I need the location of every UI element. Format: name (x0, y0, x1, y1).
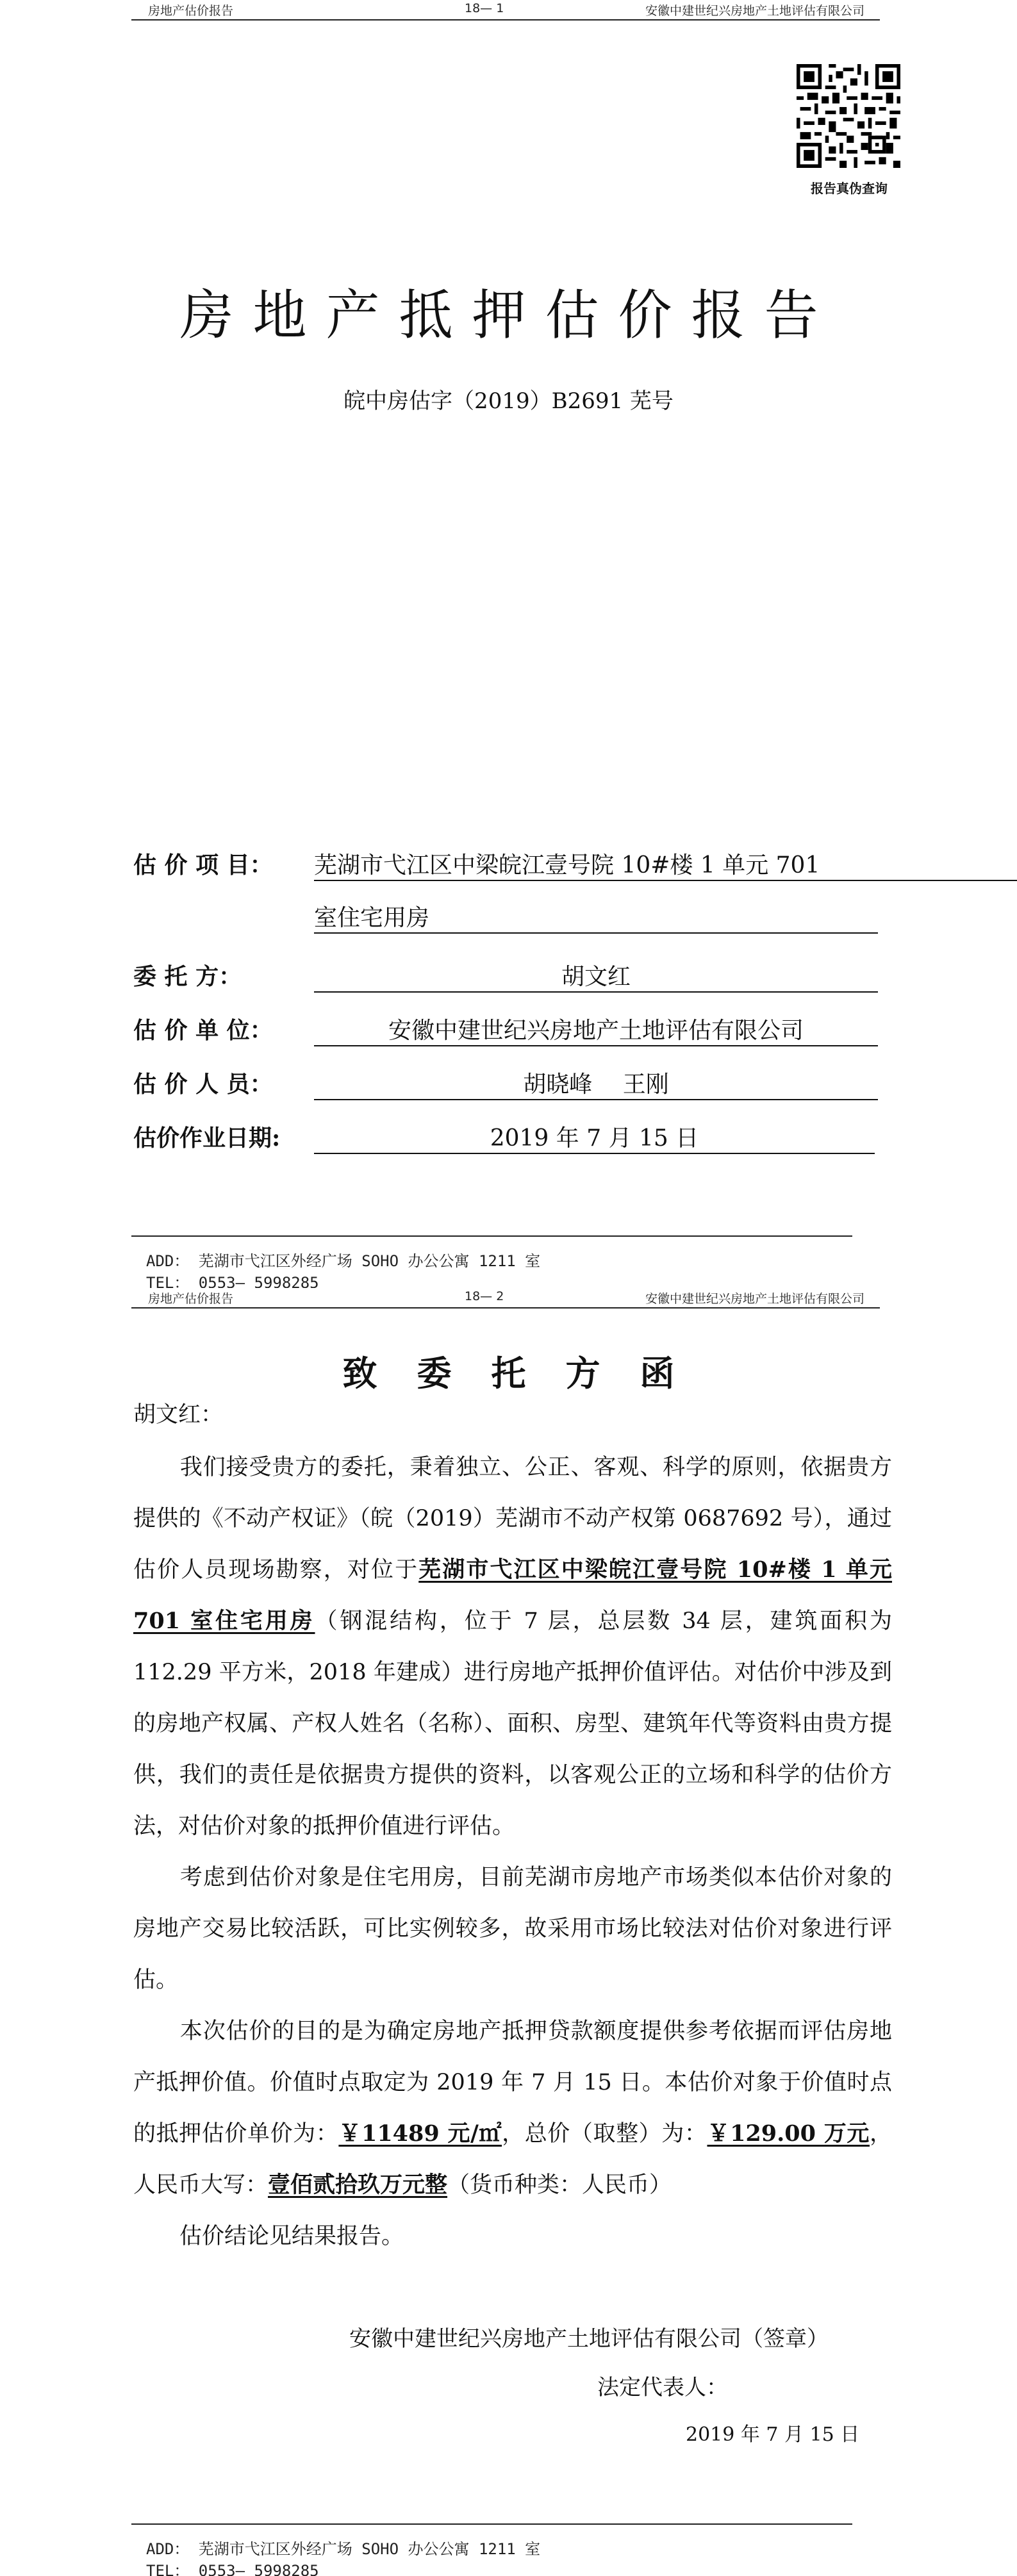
total-price: ￥129.00 万元 (707, 2120, 870, 2147)
paragraph-4-text: 估价结论见结果报告。 (179, 2224, 404, 2249)
signature-company: 安徽中建世纪兴房地产土地评估有限公司（签章） (349, 2326, 829, 2352)
field-project-label: 估 价 项 目： (133, 852, 273, 879)
property-address: 芜湖市弋江区中梁皖江壹号院 10#楼 1 单元 701 室住宅用房 (133, 1556, 892, 1634)
field-client-label: 委 托 方： (133, 963, 242, 990)
header-page-number: 18— 2 (465, 1289, 504, 1303)
paragraph-2 (133, 1852, 892, 2006)
footer-address: ADD： 芜湖市弋江区外经广场 SOHO 办公公寓 1211 室 (146, 2540, 541, 2558)
header-company: 安徽中建世纪兴房地产土地评估有限公司 (645, 1292, 864, 1306)
paragraph-3-a: 本次估价的目的是为确定房地产抵押贷款额度提供参考依据而评估房地产抵押价值。价值时点取定为 2019 年 7 月 15 日。本估价对象于价值时点的抵押估价单价为： (133, 2019, 892, 2147)
footer-divider (131, 1235, 852, 1237)
field-client-value: 胡文红 (314, 959, 878, 993)
paragraph-4 (133, 2211, 892, 2262)
paragraph-3-d: （货币种类：人民币） (447, 2172, 672, 2198)
field-staff-label: 估 价 人 员： (133, 1071, 273, 1098)
unit-price: ￥11489 元/㎡ (338, 2120, 502, 2147)
letter-page (0, 1288, 1017, 2576)
paragraph-3-b: ，总价（取整）为： (502, 2121, 707, 2147)
header-left: 房地产估价报告 (148, 4, 234, 18)
field-date-label: 估价作业日期: (133, 1125, 281, 1152)
paragraph-3 (133, 2006, 892, 2211)
paragraph-1-a: 我们接受贵方的委托，秉着独立、公正、客观、科学的原则，依据贵方提供的《不动产权证》（皖（2019）芜湖市不动产权第 0687692 号），通过估价人员现场勘察，对位于 (133, 1455, 892, 1583)
total-price-capital: 壹佰贰拾玖万元整 (268, 2172, 448, 2198)
paragraph-1-b: （钢混结构，位于 7 层，总层数 34 层，建筑面积为 112.29 平方米，2018 年建成）进行房地产抵押价值评估。对估价中涉及到的房地产权属、产权人姓名（名称）、面积、房型、建筑年代等资料由贵方提供，我们的责任是依据贵方提供的资料，以客观公正的立场和科学的估价方法，对估价对象的抵押价值进行评估。 (133, 1608, 892, 1839)
page-header (131, 0, 880, 21)
page-header (131, 1288, 880, 1309)
footer-divider (131, 2523, 852, 2525)
field-unit-label: 估 价 单 位： (133, 1017, 273, 1044)
paragraph-2-text: 考虑到估价对象是住宅用房，目前芜湖市房地产市场类似本估价对象的房地产交易比较活跃，可比实例较多，故采用市场比较法对估价对象进行评估。 (133, 1865, 892, 1993)
footer-phone: TEL： 0553— 5998285 (146, 1274, 319, 1288)
field-unit-value: 安徽中建世纪兴房地产土地评估有限公司 (314, 1012, 878, 1046)
header-left: 房地产估价报告 (148, 1292, 234, 1306)
qr-caption: 报告真伪查询 (811, 181, 888, 196)
signature-date: 2019 年 7 月 15 日 (686, 2423, 860, 2446)
document-number: 皖中房估字（2019）B2691 芜号 (343, 388, 674, 414)
field-project-value-2: 室住宅用房 (314, 900, 878, 934)
report-title: 房地产抵押估价报告 (179, 284, 838, 347)
header-company: 安徽中建世纪兴房地产土地评估有限公司 (645, 4, 864, 18)
footer-address: ADD： 芜湖市弋江区外经广场 SOHO 办公公寓 1211 室 (146, 1252, 541, 1270)
salutation: 胡文红： (133, 1402, 224, 1428)
field-staff-value: 胡晓峰 王刚 (314, 1066, 878, 1100)
field-project-value-1: 芜湖市弋江区中梁皖江壹号院 10#楼 1 单元 701 (314, 847, 1017, 881)
signature-representative: 法定代表人： (597, 2375, 728, 2400)
letter-heading: 致委托方函 (342, 1353, 715, 1394)
paragraph-1 (133, 1442, 892, 1852)
footer-phone: TEL： 0553— 5998285 (146, 2562, 319, 2576)
qr-code-icon[interactable] (797, 64, 900, 168)
paragraph-3-c: ，人民币大写： (133, 2121, 893, 2198)
header-page-number: 18— 1 (465, 1, 504, 15)
field-date-value: 2019 年 7 月 15 日 (314, 1120, 875, 1154)
